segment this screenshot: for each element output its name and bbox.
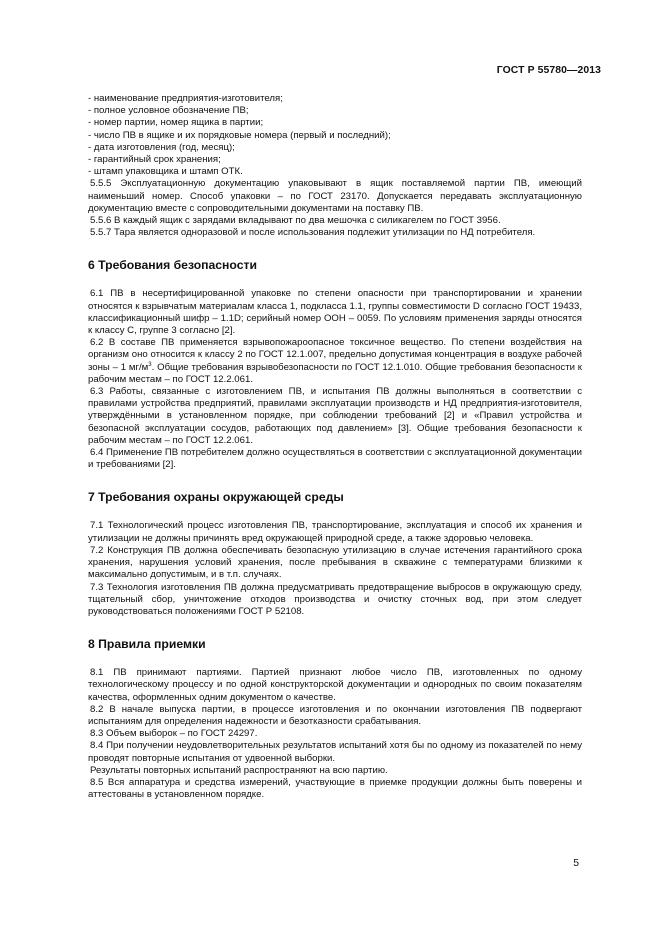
list-item: - полное условное обозначение ПВ; <box>88 105 249 117</box>
paragraph-5-5-5: 5.5.5 Эксплуатационную документацию упаковывают в ящик поставляемой партии ПВ, имеющий наименьший номер. Способ упаковки – по ГОСТ 23170. Допускается передавать эксплуатационную документацию вместе с сопроводительными документами на поставку ПВ. <box>88 178 582 214</box>
paragraph-8-3: 8.3 Объем выборок – по ГОСТ 24297. <box>90 728 258 740</box>
paragraph-7-1: 7.1 Технологический процесс изготовления ПВ, транспортирование, эксплуатация и способ их хранения и утилизации не должны причинять вред окружающей природной среде, а также здоровью человека. <box>88 520 582 544</box>
list-item: - наименование предприятия-изготовителя; <box>88 93 283 104</box>
paragraph-7-2: 7.2 Конструкция ПВ должна обеспечивать безопасную утилизацию в случае истечения гарантийного срока хранения, нарушения условий хранения, после пребывания в скважине с температурами близкими к максимально допустимым, и в т.п. случаях. <box>88 544 582 581</box>
marking-list <box>88 93 582 178</box>
paragraph-6-2-part1: 6.2 В составе ПВ применяется взрывопожароопасное токсичное вещество. По степени воздействия на организм оно относится к классу 2 по ГОСТ 12.1.007, предельно допустимая концентрация в воздухе рабочей зоны – 1 мг/м <box>88 337 582 373</box>
section-title-7: 7 Требования охраны окружающей среды <box>88 490 344 505</box>
page-number: 5 <box>573 858 579 869</box>
paragraph-7-3: 7.3 Технология изготовления ПВ должна предусматривать предотвращение выбросов в окружающую среду, тщательный сбор, уничтожение отходов производства и очистку сточных вод, при этом следует руководствоваться положениями ГОСТ Р 52108. <box>88 581 582 617</box>
list-item: - гарантийный срок хранения; <box>88 154 221 166</box>
paragraph-8-5: 8.5 Вся аппаратура и средства измерений, участвующие в приемке продукции должны быть поверены и аттестованы в установленном порядке. <box>88 776 582 801</box>
paragraph-6-4: 6.4 Применение ПВ потребителем должно осуществляться в соответствии с эксплуатационной документации и требованиями [2]. <box>88 447 582 471</box>
paragraph-8-1: 8.1 ПВ принимают партиями. Партией признают любое число ПВ, изготовленных по одному технологическому процессу и по одной конструкторской документации и однородных по своим показателям качества, оформленных одним документом о качестве. <box>88 667 582 703</box>
list-item: - номер партии, номер ящика в партии; <box>88 117 264 129</box>
paragraph-6-2-part2: . Общие требования взрывобезопасности по ГОСТ 12.1.010. Общие требования безопасности к рабочим местам – по ГОСТ 12.2.061. <box>88 361 582 385</box>
list-item: - штамп упаковщика и штамп ОТК. <box>88 166 243 178</box>
list-item: - число ПВ в ящике и их порядковые номера (первый и последний); <box>88 129 391 141</box>
paragraph-8-4: 8.4 При получении неудовлетворительных результатов испытаний хотя бы по одному из показателей по нему проводят повторные испытания от удвоенной выборки. <box>88 740 582 764</box>
document-code: ГОСТ Р 55780—2013 <box>496 65 601 76</box>
paragraph-6-3: 6.3 Работы, связанные с изготовлением ПВ, и испытания ПВ должны выполняться в соответствии с правилами устройства предприятий, правилами эксплуатации производств и НД предприятия-изготовителя, утверждёнными в установленном порядке, при соблюдении требований [2] и «Правил устройства и безопасной эксплуатации сосудов, работающих под давлением» [3]. Общие требования безопасности к рабочим местам – по ГОСТ 12.2.061. <box>88 386 582 446</box>
paragraph-8-2: 8.2 В начале выпуска партии, в процессе изготовления и по окончании изготовления ПВ подвергают испытаниям для определения надежности и безотказности срабатывания. <box>88 703 582 727</box>
paragraph-6-1: 6.1 ПВ в несертифицированной упаковке по степени опасности при транспортировании и хранении относятся к взрывчатым материалам класса 1, подкласса 1.1, группы совместимости D согласно ГОСТ 19433, классификационный шифр – 1.1D; серийный номер ООН – 0059. По условиям применения заряды относятся к классу С, группе 3 согласно [2]. <box>88 288 582 337</box>
list-item: - дата изготовления (год, месяц); <box>88 141 235 153</box>
paragraph-8-4-note: Результаты повторных испытаний распространяют на всю партию. <box>90 764 388 776</box>
superscript: 3 <box>148 361 152 368</box>
paragraph-5-5-7: 5.5.7 Тара является одноразовой и после использования подлежит утилизации по НД потребителя. <box>90 227 536 239</box>
section-title-6: 6 Требования безопасности <box>88 258 257 273</box>
paragraph-6-2 <box>88 337 582 386</box>
page-content <box>88 93 582 801</box>
paragraph-5-5-6: 5.5.6 В каждый ящик с зарядами вкладывают по два мешочка с силикагелем по ГОСТ 3956. <box>90 215 501 227</box>
section-title-8: 8 Правила приемки <box>88 637 206 652</box>
